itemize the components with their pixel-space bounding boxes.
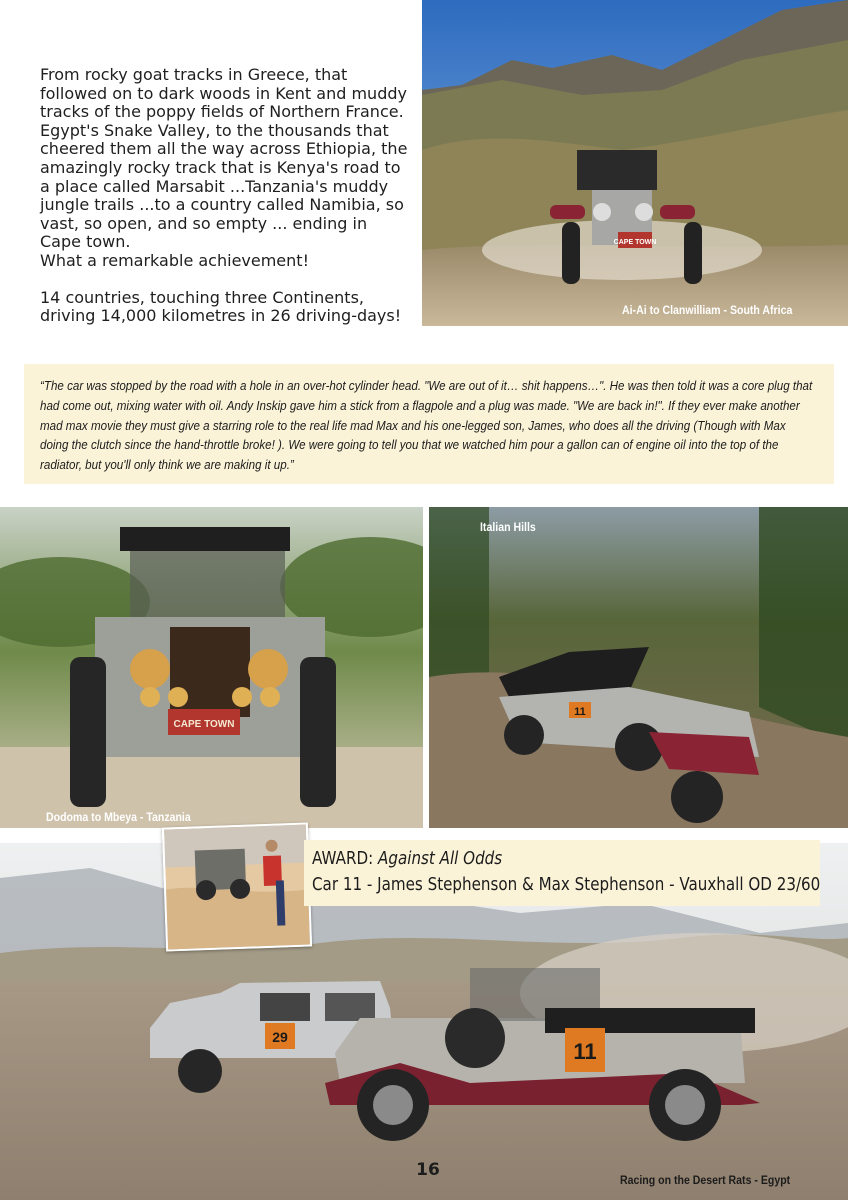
intro-paragraph-1-body: From rocky goat tracks in Greece, that followed on to dark woods in Kent and muddy tracks of the poppy fields of Northern France. Egypt's Snake Valley, to the thousands that cheered them all the way across Ethiopia, the amazingly rocky track that is Kenya's road to a place called Marsabit ...Tanzania's muddy jungle trails ...to a country called Namibia, so vast, so open, and so empty ... ending in Cape town.: [40, 65, 408, 252]
caption-tanzania: Dodoma to Mbeya - Tanzania: [46, 810, 191, 824]
award-heading: [312, 848, 502, 869]
photo-italy: [429, 507, 848, 828]
intro-paragraph-2: 14 countries, touching three Continents, driving 14,000 kilometres in 26 driving-days!: [40, 287, 402, 326]
award-box: [304, 840, 820, 906]
caption-egypt: Racing on the Desert Rats - Egypt: [620, 1173, 791, 1187]
intro-paragraph-1-end: What a remarkable achievement!: [40, 250, 309, 270]
plate-cape-town-front: CAPE TOWN: [173, 719, 235, 730]
plate-11: 11: [573, 1039, 597, 1064]
plate-11-side: 11: [574, 706, 586, 718]
award-title: Against All Odds: [378, 848, 503, 869]
photo-tanzania: [0, 507, 423, 828]
photo-inset-pushing-car: [162, 822, 312, 951]
caption-italy: Italian Hills: [480, 520, 536, 534]
photo-south-africa: [422, 0, 848, 326]
caption-south-africa: Ai-Ai to Clanwilliam - South Africa: [622, 303, 793, 317]
quote-box: [24, 364, 834, 484]
plate-cape-town: CAPE TOWN: [613, 239, 657, 246]
award-prefix: AWARD:: [312, 848, 379, 869]
intro-text: [40, 66, 412, 326]
quote-text: “The car was stopped by the road with a hole in an over-hot cylinder head. "We are out of it… shit happens…". He was then told it was a core plug that had come out, mixing water with oil. Andy Inskip gave him a stick from a flagpole and a plug was made. "We are back in!". If they ever make another mad max movie they must give a starring role to the real life mad Max and his one-legged son, James, who does all the driving (Though with Max doing the clutch since the hand-throttle broke! ). We were going to tell you that we watched him pour a gallon can of engine oil into the top of the radiator, but you'll only think we are making it up.”: [40, 378, 813, 473]
intro-paragraph-1: [40, 66, 412, 271]
plate-29: 29: [272, 1029, 288, 1045]
page-number: 16: [416, 1160, 440, 1180]
award-recipient: Car 11 - James Stephenson & Max Stephenson - Vauxhall OD 23/60: [312, 874, 821, 895]
